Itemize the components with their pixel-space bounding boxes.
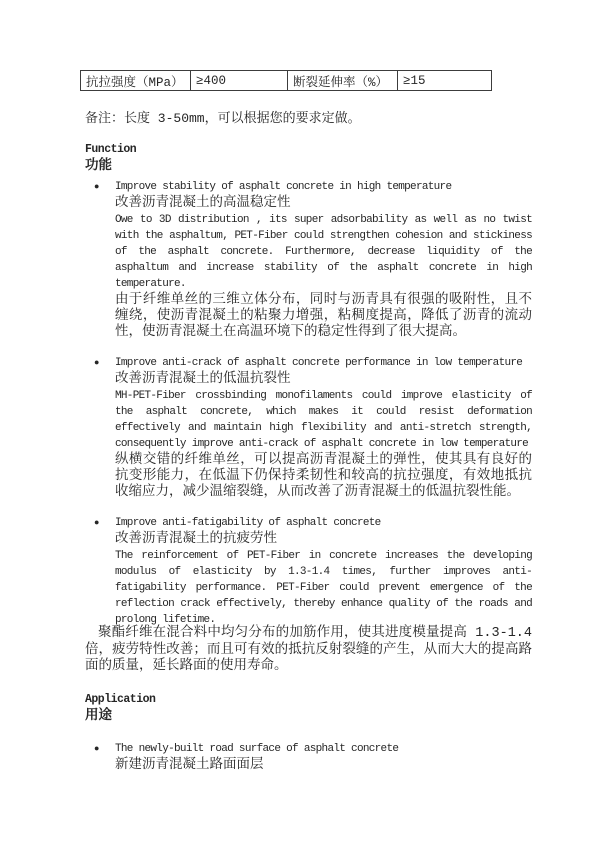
application-heading [80, 692, 532, 725]
bullet-icon: ● [94, 182, 100, 192]
tensile-strength-label: 抗拉强度（MPa） [81, 71, 191, 91]
function-item-text [115, 179, 532, 341]
spec-table-row [81, 71, 492, 91]
application-heading-en: Application [85, 692, 156, 706]
function-heading-en: Function [85, 143, 137, 156]
item-body-en: Owe to 3D distribution , its super adsorbability as well as no twist with the asphaltum, PET-Fiber could strengthen cohesion and stickiness of the asphalt concrete. Furthermore, decrease liquidity of the asphaltum and increase stability of the asphalt concrete in high temperature. [115, 214, 532, 290]
item-title-en: The newly-built road surface of asphalt concrete [115, 742, 399, 755]
bullet-icon: ● [94, 358, 100, 368]
tensile-strength-value: ≥400 [191, 71, 288, 91]
item-title-en: Improve anti-crack of asphalt concrete performance in low temperature [115, 357, 523, 369]
spec-table [80, 70, 492, 91]
bullet-icon: ● [94, 518, 100, 528]
item-body-cn: 由于纤维单丝的三维立体分布，同时与沥青具有很强的吸附性，且不缠绕，使沥青混凝土的粘聚力增强，粘稠度提高，降低了沥青的流动性，使沥青混凝土在高温环境下的稳定性得到了很大提高。 [115, 293, 532, 340]
function-item-text [115, 355, 532, 501]
spacer [80, 725, 532, 737]
item-body-en: The reinforcement of PET-Fiber in concrete increases the developing modulus of elasticity by 1.3-1.4 times, further improves anti-fatigability performance. PET-Fiber could prevent emergence of the reflection crack effectively, thereby enhance quality of the roads and prolong lifetime. [115, 550, 532, 626]
application-item-text [115, 741, 532, 774]
item-title-cn: 改善沥青混凝土的高温稳定性 [115, 196, 291, 211]
document-content [80, 70, 532, 788]
elongation-value: ≥15 [398, 71, 492, 91]
item-title-cn: 新建沥青混凝土路面面层 [115, 757, 264, 773]
function-bullet-list [80, 179, 532, 628]
function-item-low-temp [80, 355, 532, 501]
function-item-text [115, 515, 532, 628]
function-item-high-temp [80, 179, 532, 341]
item-body-en: MH-PET-Fiber crossbinding monofilaments could improve elasticity of the asphalt concrete, which makes it could resist deformation effectively and maintain high flexibility and anti-stretch strength, consequently improve anti-crack of asphalt concrete in low temperature [115, 390, 532, 450]
application-heading-cn: 用途 [85, 708, 112, 724]
item-title-en: Improve stability of asphalt concrete in high temperature [115, 181, 452, 193]
item-title-en: Improve anti-fatigability of asphalt concrete [115, 517, 381, 529]
elongation-label: 断裂延伸率（%） [288, 71, 398, 91]
bullet-icon: ● [94, 743, 100, 754]
application-item-new-road [80, 741, 532, 774]
function-heading-cn: 功能 [85, 159, 112, 174]
item-body-cn: 纵横交错的纤维单丝，可以提高沥青混凝土的弹性，使其具有良好的抗变形能力，在低温下仍保持柔韧性和较高的抗拉强度，有效地抵抗收缩应力，减少温缩裂缝，从而改善了沥青混凝土的低温抗裂性能。 [115, 453, 532, 500]
function-closing-paragraph: 聚酯纤维在混合料中均匀分布的加筋作用，使其进度模量提高 1.3-1.4 倍，疲劳特性改善；而且可有效的抵抗反射裂缝的产生，从而大大的提高路面的质量，延长路面的使用寿命。 [85, 626, 532, 674]
function-heading [80, 142, 532, 175]
item-title-cn: 改善沥青混凝土的低温抗裂性 [115, 372, 291, 387]
application-bullet-list [80, 741, 532, 774]
item-title-cn: 改善沥青混凝土的抗疲劳性 [115, 532, 277, 547]
function-item-fatigue [80, 515, 532, 628]
remark-note: 备注：长度 3-50mm，可以根据您的要求定做。 [85, 111, 361, 126]
